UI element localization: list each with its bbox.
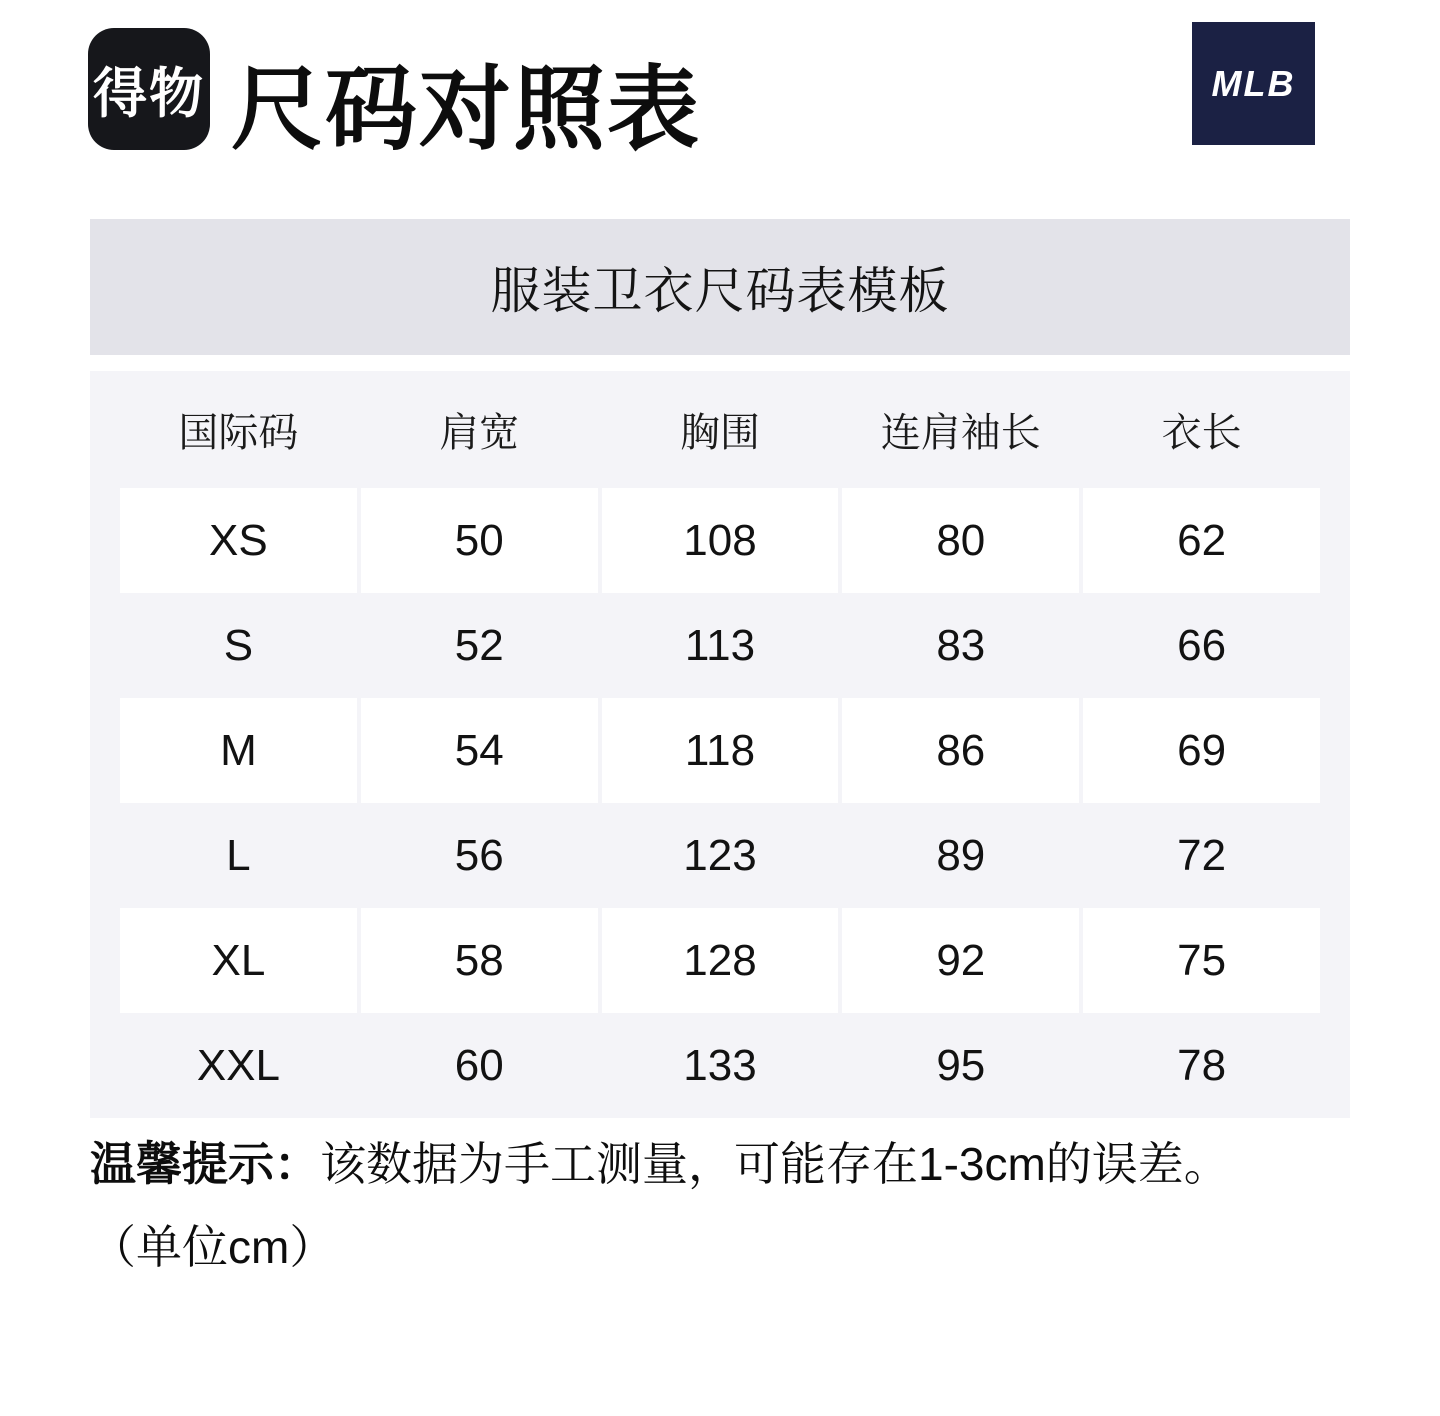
note-line-1	[90, 1138, 1230, 1191]
column-header-chest: 胸围	[679, 411, 760, 455]
cell-sleeve: 86	[842, 698, 1079, 803]
cell-sleeve: 80	[842, 488, 1079, 593]
table-row-xxl	[90, 1013, 1350, 1118]
note-text: 该数据为手工测量，可能存在1-3cm的误差。	[320, 1138, 1230, 1190]
cell-chest: 123	[683, 830, 757, 880]
cell-shoulder: 56	[454, 830, 504, 880]
cell-size: S	[223, 620, 254, 670]
cell-size: L	[226, 830, 251, 880]
cell-sleeve: 83	[936, 620, 986, 670]
column-header-sleeve-length: 连肩袖长	[880, 411, 1041, 455]
cell-sleeve: 92	[842, 908, 1079, 1013]
note-unit: （单位cm）	[90, 1220, 336, 1273]
size-table	[90, 371, 1350, 1118]
cell-size: M	[120, 698, 357, 803]
column-header-garment-length: 衣长	[1161, 411, 1242, 455]
table-title-banner	[90, 219, 1350, 355]
column-header-intl-size: 国际码	[178, 411, 299, 455]
cell-chest: 108	[602, 488, 839, 593]
cell-length: 75	[1083, 908, 1320, 1013]
table-title-text: 服装卫衣尺码表模板	[490, 263, 950, 319]
cell-sleeve: 95	[936, 1040, 986, 1090]
table-row-s	[90, 593, 1350, 698]
table-row-m	[90, 698, 1350, 803]
table-row-xl	[90, 908, 1350, 1013]
note-label: 温馨提示：	[90, 1138, 320, 1190]
cell-size: XL	[120, 908, 357, 1013]
column-header-shoulder-width: 肩宽	[439, 411, 520, 455]
cell-length: 78	[1177, 1040, 1227, 1090]
table-row-xs	[90, 488, 1350, 593]
cell-length: 72	[1177, 830, 1227, 880]
cell-size: XXL	[196, 1040, 280, 1090]
table-header-row	[90, 371, 1350, 488]
cell-shoulder: 58	[361, 908, 598, 1013]
dewu-logo	[88, 28, 210, 150]
cell-chest: 133	[683, 1040, 757, 1090]
cell-length: 62	[1083, 488, 1320, 593]
table-row-l	[90, 803, 1350, 908]
cell-shoulder: 60	[454, 1040, 504, 1090]
mlb-brand-logo	[1192, 22, 1315, 145]
cell-length: 69	[1083, 698, 1320, 803]
cell-size: XS	[120, 488, 357, 593]
cell-shoulder: 50	[361, 488, 598, 593]
dewu-logo-text: 得物	[93, 63, 205, 124]
measurement-note	[90, 1138, 1230, 1274]
cell-chest: 118	[602, 698, 839, 803]
cell-length: 66	[1177, 620, 1227, 670]
page-title: 尺码对照表	[231, 59, 702, 161]
cell-shoulder: 54	[361, 698, 598, 803]
mlb-brand-text: MLB	[1211, 62, 1296, 104]
cell-shoulder: 52	[454, 620, 504, 670]
cell-chest: 113	[684, 620, 756, 670]
cell-sleeve: 89	[936, 830, 986, 880]
cell-chest: 128	[602, 908, 839, 1013]
